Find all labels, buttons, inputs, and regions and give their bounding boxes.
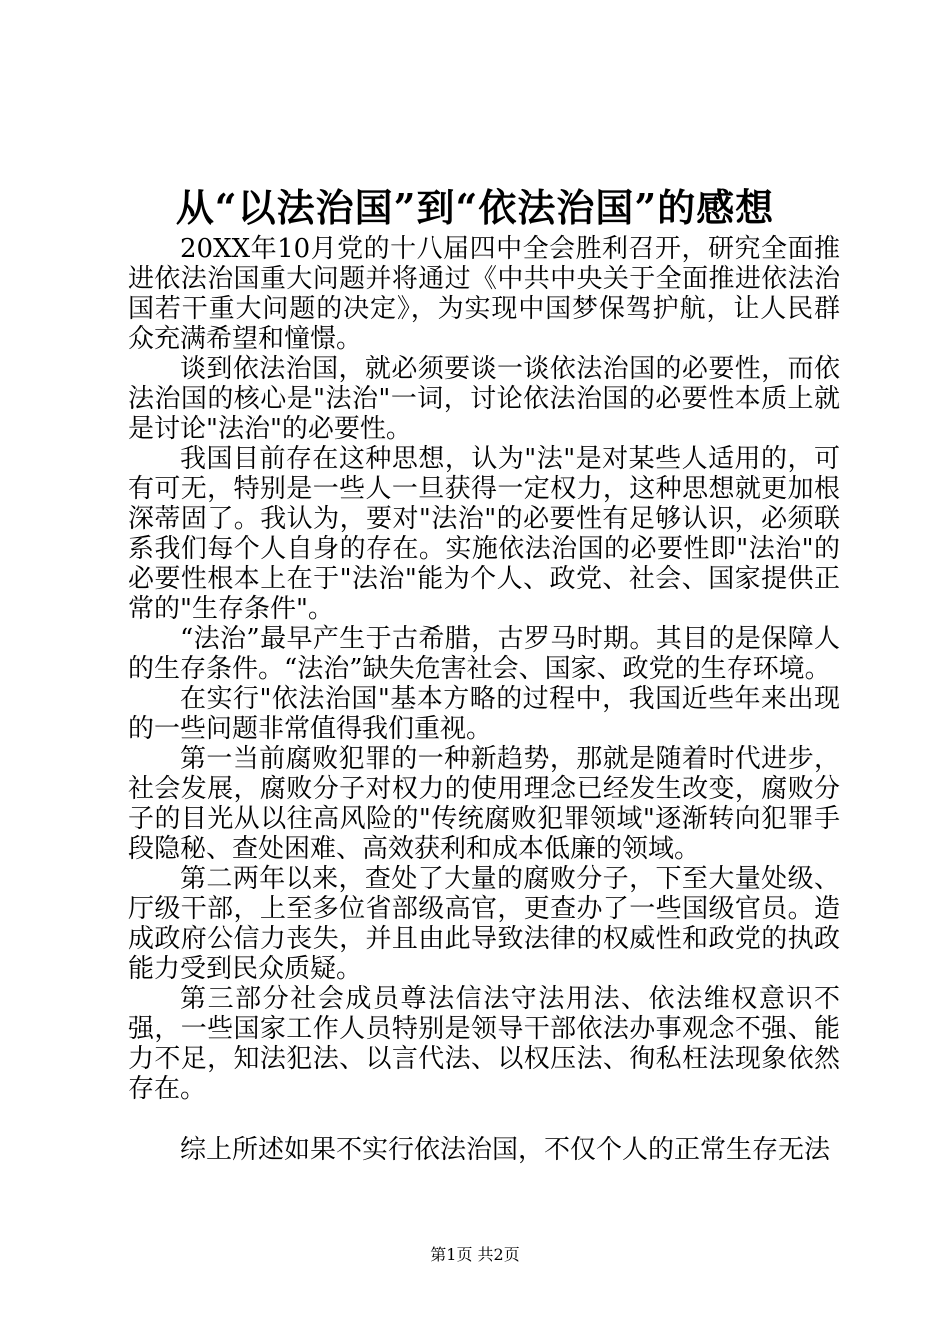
paragraph: 综上所述如果不实行依法治国，不仅个人的正常生存无法 xyxy=(180,1135,831,1165)
paragraph: 20XX年10月党的十八届四中全会胜利召开，研究全面推进依法治国重大问题并将通过《中共中央关于全面推进依法治国若干重大问题的决定》，为实现中国梦保驾护航，让人民群众充满希望和憧憬。 xyxy=(128,234,840,354)
paragraph: 在实行"依法治国"基本方略的过程中，我国近些年来出现的一些问题非常值得我们重视。 xyxy=(128,684,840,744)
document-title: 从“以法治国”到“依法治国”的感想 xyxy=(175,185,775,230)
page-footer: 第1页 共2页 xyxy=(430,1245,520,1264)
paragraph: 我国目前存在这种思想，认为"法"是对某些人适用的，可有可无，特别是一些人一旦获得一定权力，这种思想就更加根深蒂固了。我认为，要对"法治"的必要性有足够认识，必须联系我们每个人自身的存在。实施依法治国的必要性即"法治"的必要性根本上在于"法治"能为个人、政党、社会、国家提供正常的"生存条件"。 xyxy=(128,444,840,624)
document-body xyxy=(128,234,840,1165)
paragraph: 谈到依法治国，就必须要谈一谈依法治国的必要性，而依法治国的核心是"法治"一词，讨论依法治国的必要性本质上就是讨论"法治"的必要性。 xyxy=(128,354,840,444)
paragraph: 第二两年以来，查处了大量的腐败分子，下至大量处级、厅级干部，上至多位省部级高官，更查办了一些国级官员。造成政府公信力丧失，并且由此导致法律的权威性和政党的执政能力受到民众质疑。 xyxy=(128,864,840,984)
paragraph: 第三部分社会成员尊法信法守法用法、依法维权意识不强，一些国家工作人员特别是领导干部依法办事观念不强、能力不足，知法犯法、以言代法、以权压法、徇私枉法现象依然存在。 xyxy=(128,984,840,1104)
paragraph: “法治”最早产生于古希腊，古罗马时期。其目的是保障人的生存条件。“法治”缺失危害社会、国家、政党的生存环境。 xyxy=(128,624,840,684)
paragraph: 第一当前腐败犯罪的一种新趋势，那就是随着时代进步，社会发展，腐败分子对权力的使用理念已经发生改变，腐败分子的目光从以往高风险的"传统腐败犯罪领域"逐渐转向犯罪手段隐秘、查处困难、高效获利和成本低廉的领域。 xyxy=(128,744,840,864)
